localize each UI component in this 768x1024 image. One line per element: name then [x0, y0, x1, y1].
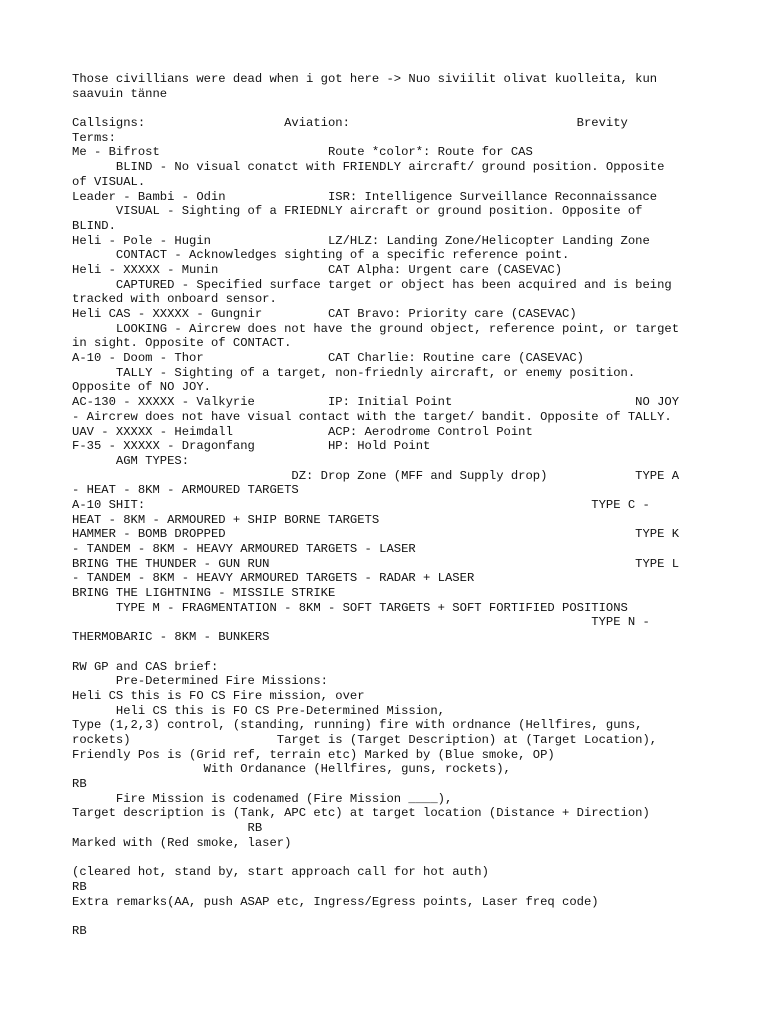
text-line: Opposite of NO JOY.: [72, 380, 211, 395]
text-line: Those civillians were dead when i got here -> Nuo siviilit olivat kuolleita, kun: [72, 72, 658, 86]
text-line: Extra remarks(AA, push ASAP etc, Ingress/Egress points, Laser freq code): [72, 894, 599, 909]
text-line: Type (1,2,3) control, (standing, running) fire with ordnance (Hellfires, guns,: [72, 718, 643, 733]
text-line: BRING THE LIGHTNING - MISSILE STRIKE: [72, 586, 336, 601]
text-line: Heli - XXXXX - Munin CAT Alpha: Urgent care (CASEVAC): [72, 262, 563, 277]
text-line: A-10 SHIT: TYPE C -: [72, 497, 650, 512]
text-line: Terms:: [72, 130, 116, 145]
text-line: TYPE N -: [72, 615, 650, 630]
text-line: [72, 645, 696, 660]
document-body: [72, 72, 696, 939]
text-line: F-35 - XXXXX - Dragonfang HP: Hold Point: [72, 439, 431, 454]
text-line: BRING THE THUNDER - GUN RUN TYPE L: [72, 556, 680, 571]
text-line: Heli CS this is FO CS Pre-Determined Mission,: [72, 703, 445, 718]
text-line: Fire Mission is codenamed (Fire Mission ____),: [72, 791, 453, 806]
text-line: Leader - Bambi - Odin ISR: Intelligence Surveillance Reconnaissance: [72, 189, 658, 204]
text-line: VISUAL - Sighting of a FRIEDNLY aircraft or ground position. Opposite of: [72, 204, 643, 219]
text-line: HAMMER - BOMB DROPPED TYPE K: [72, 527, 680, 542]
text-line: UAV - XXXXX - Heimdall ACP: Aerodrome Control Point: [72, 424, 533, 439]
text-line: CONTACT - Acknowledges sighting of a specific reference point.: [72, 248, 570, 263]
text-line: RB: [72, 821, 263, 836]
text-line: Marked with (Red smoke, laser): [72, 835, 292, 850]
text-line: - TANDEM - 8KM - HEAVY ARMOURED TARGETS - RADAR + LASER: [72, 571, 475, 586]
text-line: AGM TYPES:: [72, 453, 190, 468]
text-line: BLIND - No visual conatct with FRIENDLY aircraft/ ground position. Opposite: [72, 160, 665, 175]
text-line: tracked with onboard sensor.: [72, 292, 277, 307]
text-line: With Ordanance (Hellfires, guns, rockets),: [72, 762, 511, 777]
text-line: Me - Bifrost Route *color*: Route for CAS: [72, 145, 533, 160]
text-line: rockets) Target is (Target Description) at (Target Location),: [72, 732, 658, 747]
text-line: RB: [72, 777, 87, 791]
text-line: AC-130 - XXXXX - Valkyrie IP: Initial Point NO JOY: [72, 395, 680, 410]
text-line: [72, 909, 696, 924]
text-line: RW GP and CAS brief:: [72, 659, 219, 674]
text-line: Heli - Pole - Hugin LZ/HLZ: Landing Zone/Helicopter Landing Zone: [72, 233, 650, 248]
text-line: BLIND.: [72, 218, 116, 233]
text-line: [72, 101, 696, 116]
text-line: A-10 - Doom - Thor CAT Charlie: Routine care (CASEVAC): [72, 351, 584, 366]
text-line: [72, 850, 696, 865]
text-line: - HEAT - 8KM - ARMOURED TARGETS: [72, 483, 299, 498]
text-line: (cleared hot, stand by, start approach call for hot auth): [72, 865, 489, 880]
text-line: saavuin tänne: [72, 86, 168, 101]
text-line: Callsigns: Aviation: Brevity: [72, 116, 628, 131]
text-line: THERMOBARIC - 8KM - BUNKERS: [72, 630, 270, 645]
text-line: of VISUAL.: [72, 174, 146, 189]
text-line: HEAT - 8KM - ARMOURED + SHIP BORNE TARGETS: [72, 512, 380, 527]
text-line: DZ: Drop Zone (MFF and Supply drop) TYPE A: [72, 468, 680, 483]
text-line: in sight. Opposite of CONTACT.: [72, 336, 292, 351]
text-line: Heli CS this is FO CS Fire mission, over: [72, 688, 365, 703]
text-line: Heli CAS - XXXXX - Gungnir CAT Bravo: Priority care (CASEVAC): [72, 307, 577, 321]
text-line: Pre-Determined Fire Missions:: [72, 674, 328, 689]
text-line: RB: [72, 923, 87, 938]
text-line: TYPE M - FRAGMENTATION - 8KM - SOFT TARGETS + SOFT FORTIFIED POSITIONS: [72, 600, 628, 615]
text-line: CAPTURED - Specified surface target or object has been acquired and is being: [72, 277, 672, 292]
text-line: LOOKING - Aircrew does not have the ground object, reference point, or target: [72, 321, 680, 336]
text-line: Friendly Pos is (Grid ref, terrain etc) Marked by (Blue smoke, OP): [72, 747, 555, 762]
text-line: TALLY - Sighting of a target, non-friednly aircraft, or enemy position.: [72, 365, 636, 380]
text-line: - Aircrew does not have visual contact with the target/ bandit. Opposite of TALLY.: [72, 409, 672, 424]
text-line: RB: [72, 879, 87, 894]
text-line: Target description is (Tank, APC etc) at target location (Distance + Direction): [72, 806, 650, 821]
text-line: - TANDEM - 8KM - HEAVY ARMOURED TARGETS - LASER: [72, 542, 416, 556]
